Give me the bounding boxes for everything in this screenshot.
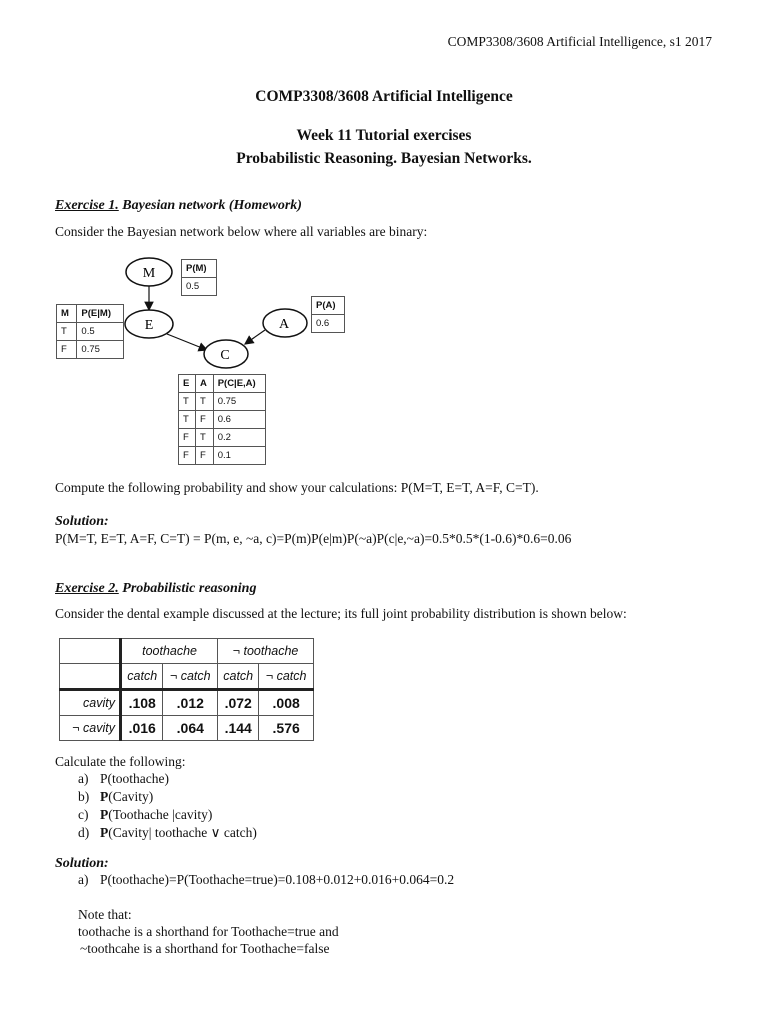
exercise-1-solution-label: Solution:: [55, 514, 109, 529]
page-header: COMP3308/3608 Artificial Intelligence, s1 2017: [447, 34, 712, 49]
exercise-1-intro: Consider the Bayesian network below where all variables are binary:: [55, 224, 428, 239]
cpt-p-a: [311, 296, 345, 333]
list-item: d) P(Cavity| toothache ∨ catch): [78, 825, 257, 840]
cpt-p-m: [181, 259, 217, 296]
cpt-p-e-col-prob: P(E|M): [77, 305, 124, 323]
joint-cell: .108: [121, 690, 163, 716]
cpt-cell: F: [179, 447, 196, 465]
cpt-cell: 0.1: [213, 447, 265, 465]
bayesian-network-diagram: [0, 250, 340, 470]
joint-cell: .012: [163, 690, 218, 716]
exercise-2-solution-a: a) P(toothache)=P(Toothache=true)=0.108+0.012+0.016+0.064=0.2: [78, 872, 455, 887]
cpt-cell: F: [196, 411, 214, 429]
cpt-cell: T: [57, 323, 77, 341]
note-heading: Note that:: [78, 907, 132, 922]
cpt-cell: T: [196, 429, 214, 447]
cpt-cell: T: [196, 393, 214, 411]
exercise-2-number: Exercise 2.: [55, 581, 119, 596]
node-a-label: A: [278, 317, 290, 332]
cpt-p-c-col-prob: P(C|E,A): [213, 375, 265, 393]
cpt-cell: F: [179, 429, 196, 447]
joint-cell: .064: [163, 716, 218, 741]
cpt-p-e-col-m: M: [57, 305, 77, 323]
joint-empty-corner: [60, 639, 121, 664]
joint-empty-corner: [60, 664, 121, 690]
joint-cell: .016: [121, 716, 163, 741]
note-line-1: toothache is a shorthand for Toothache=true and: [78, 924, 339, 939]
list-item: b) P(Cavity): [78, 789, 154, 804]
document-title: COMP3308/3608 Artificial Intelligence: [255, 88, 513, 105]
document-subtitle-week: Week 11 Tutorial exercises: [296, 127, 472, 144]
joint-cell: .144: [218, 716, 259, 741]
cpt-cell: 0.75: [213, 393, 265, 411]
node-c-label: C: [220, 348, 230, 363]
exercise-2-calc-intro: Calculate the following:: [55, 754, 186, 769]
joint-distribution-table: [59, 638, 314, 741]
joint-header-not-toothache: ¬ toothache: [218, 639, 314, 664]
node-m-label: M: [142, 266, 156, 281]
cpt-p-c-col-a: A: [196, 375, 214, 393]
exercise-1-heading: [55, 198, 302, 214]
note-line-2: ~toothcahe is a shorthand for Toothache=false: [80, 941, 330, 956]
cpt-p-e-given-m: [56, 304, 124, 359]
exercise-1-name: Bayesian network (Homework): [118, 198, 302, 213]
exercise-1-solution: P(M=T, E=T, A=F, C=T) = P(m, e, ~a, c)=P(m)P(e|m)P(~a)P(c|e,~a)=0.5*0.5*(1-0.6)*0.6=0.06: [55, 531, 572, 546]
exercise-2-question-list: [78, 770, 257, 842]
exercise-2-solution-label: Solution:: [55, 856, 109, 871]
exercise-1-number: Exercise 1.: [55, 198, 119, 213]
cpt-p-m-header: P(M): [182, 260, 217, 278]
joint-row-label-cavity: cavity: [60, 690, 121, 716]
cpt-p-c-col-e: E: [179, 375, 196, 393]
joint-cell: .072: [218, 690, 259, 716]
edge-a-c: [245, 330, 265, 344]
cpt-cell: 0.2: [213, 429, 265, 447]
node-e-label: E: [144, 318, 154, 333]
cpt-p-a-header: P(A): [312, 297, 345, 315]
cpt-cell: F: [196, 447, 214, 465]
cpt-cell: T: [179, 411, 196, 429]
list-item: c) P(Toothache |cavity): [78, 807, 213, 822]
list-item: a) P(toothache): [78, 771, 169, 786]
joint-header-catch: catch: [121, 664, 163, 690]
cpt-cell: 0.6: [213, 411, 265, 429]
exercise-2-name: Probabilistic reasoning: [118, 581, 257, 596]
exercise-1-task: Compute the following probability and show your calculations: P(M=T, E=T, A=F, C=T).: [55, 480, 539, 495]
cpt-p-a-value: 0.6: [312, 315, 345, 333]
exercise-2-intro: Consider the dental example discussed at the lecture; its full joint probability distribution is shown below:: [55, 606, 627, 621]
cpt-cell: 0.5: [77, 323, 124, 341]
document-subtitle-topic: Probabilistic Reasoning. Bayesian Networks.: [236, 150, 532, 167]
cpt-cell: F: [57, 341, 77, 359]
joint-header-not-catch: ¬ catch: [259, 664, 314, 690]
exercise-2-heading: [55, 581, 256, 597]
joint-row-label-not-cavity: ¬ cavity: [60, 716, 121, 741]
cpt-cell: T: [179, 393, 196, 411]
cpt-p-m-value: 0.5: [182, 278, 217, 296]
joint-header-toothache: toothache: [121, 639, 218, 664]
cpt-p-c-given-e-a: [178, 374, 266, 465]
edge-e-c: [167, 334, 207, 350]
joint-header-catch: catch: [218, 664, 259, 690]
joint-cell: .576: [259, 716, 314, 741]
joint-cell: .008: [259, 690, 314, 716]
joint-header-not-catch: ¬ catch: [163, 664, 218, 690]
cpt-cell: 0.75: [77, 341, 124, 359]
